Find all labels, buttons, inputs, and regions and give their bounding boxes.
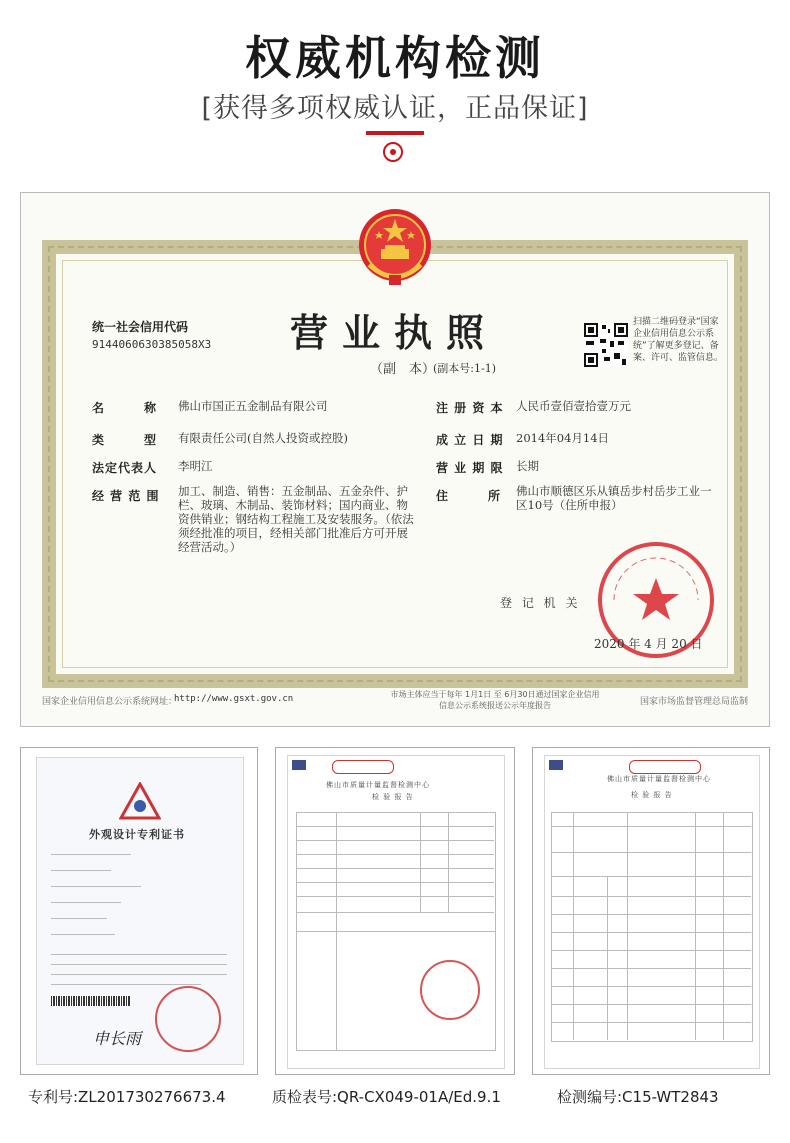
- footer-site-url: http://www.gsxt.gov.cn: [174, 694, 294, 704]
- test-report-frame: [532, 747, 770, 1075]
- patent-certificate-frame: [20, 747, 258, 1075]
- page-subtitle: [获得多项权威认证，正品保证]: [201, 93, 589, 124]
- term-label: 营 业 期 限: [436, 461, 504, 475]
- patent-logo-icon: [119, 782, 161, 820]
- report2-org: 佛山市质量计量监督检测中心: [326, 781, 430, 789]
- test-number-caption: 检测编号:C15-WT2843: [557, 1088, 719, 1106]
- cnas-logo-icon: [549, 760, 563, 770]
- qr-code-icon: [584, 323, 628, 367]
- test-report-page: [545, 756, 759, 1068]
- footer-issuer: 国家市场监督管理总局监制: [640, 697, 749, 707]
- report3-title: 检 验 报 告: [631, 791, 673, 799]
- accent-dot-icon: [383, 142, 403, 162]
- cma-mark-icon: [629, 760, 701, 774]
- scope-label: 经 营 范 围: [92, 489, 160, 503]
- name-value: 佛山市国正五金制品有限公司: [178, 399, 328, 413]
- copy-number: (副本号:1-1): [433, 362, 497, 375]
- legal-rep-value: 李明江: [178, 459, 213, 473]
- established-value: 2014年04月14日: [516, 431, 610, 445]
- patent-title: 外观设计专利证书: [89, 828, 185, 841]
- footer-annual-report-notice: 市场主体应当于每年 1月1日 至 6月30日通过国家企业信用信息公示系统报送公示年度报告: [390, 690, 600, 710]
- copy-label: （副 本）: [370, 362, 436, 377]
- report3-org: 佛山市质量计量监督检测中心: [607, 775, 711, 783]
- report2-title: 检 验 报 告: [372, 793, 414, 801]
- registrar-label: 登 记 机 关: [500, 596, 581, 610]
- report2-seal-icon: [420, 960, 480, 1020]
- patent-certificate-page: [37, 758, 243, 1064]
- patent-signature: 申长雨: [93, 1029, 142, 1048]
- scope-value: 加工、制造、销售：五金制品、五金杂件、护栏、玻璃、木制品、装饰材料；国内商业、物资供销业；钢结构工程施工及安装服务。（依法须经批准的项目，经相关部门批准后方可开展经营活动。）: [178, 484, 414, 554]
- page-title: 权威机构检测: [245, 31, 545, 85]
- patent-seal-icon: [155, 986, 221, 1052]
- address-label: 住 所: [436, 489, 502, 503]
- inspection-report-frame: [275, 747, 515, 1075]
- address-value: 佛山市顺德区乐从镇岳步村岳步工业一区10号（住所申报）: [516, 484, 712, 512]
- quality-form-caption: 质检表号:QR-CX049-01A/Ed.9.1: [272, 1088, 501, 1106]
- national-emblem-icon: [355, 205, 435, 289]
- credit-code-value: 9144060630385058X3: [92, 338, 212, 351]
- issue-date: 2020 年 4 月 20 日: [594, 637, 703, 651]
- license-heading: 营业执照: [290, 310, 499, 355]
- accent-bar: [366, 131, 424, 135]
- inspection-report-page: [288, 756, 504, 1068]
- patent-number-caption: 专利号:ZL201730276673.4: [28, 1088, 226, 1106]
- name-label: 名 称: [92, 401, 158, 415]
- report2-table: [296, 812, 496, 932]
- capital-label: 注 册 资 本: [436, 401, 504, 415]
- type-value: 有限责任公司(自然人投资或控股): [178, 431, 348, 445]
- cma-mark-icon: [332, 760, 394, 774]
- type-label: 类 型: [92, 433, 158, 447]
- qr-instruction-text: 扫描二维码登录“国家企业信用信息公示系统”了解更多登记、备案、许可、监管信息。: [633, 317, 724, 363]
- cnas-logo-icon: [292, 760, 306, 770]
- established-label: 成 立 日 期: [436, 433, 504, 447]
- capital-value: 人民币壹佰壹拾壹万元: [516, 399, 631, 413]
- term-value: 长期: [516, 459, 539, 473]
- credit-code-label: 统一社会信用代码: [92, 320, 189, 334]
- legal-rep-label: 法定代表人: [92, 461, 158, 475]
- footer-site-label: 国家企业信用信息公示系统网址：: [42, 697, 178, 707]
